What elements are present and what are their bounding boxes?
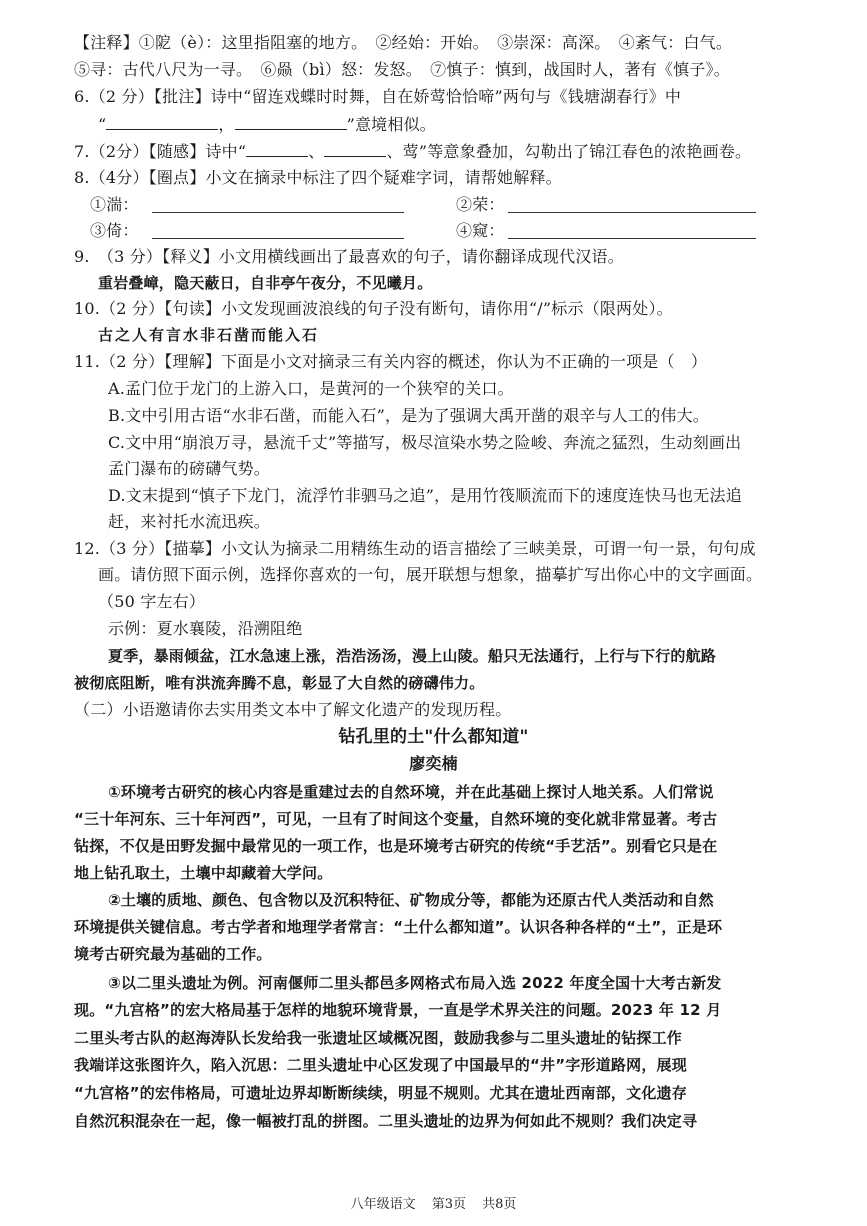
article-p3-line-2: 现。“九宫格”的宏大格局基于怎样的地貌环境背景，一直是学术界关注的问题。2023 年 12 月 xyxy=(74,1001,722,1019)
article-p1-line-1: ①环境考古研究的核心内容是重建过去的自然环境，并在此基础上探讨人地关系。人们常说 xyxy=(108,783,714,801)
q12-line-3: （50 字左右） xyxy=(98,592,206,611)
q7-line xyxy=(74,141,805,162)
q7-sep: 、 xyxy=(308,142,325,161)
q6-line-2 xyxy=(98,114,805,135)
article-p1-line-2: “三十年河东、三十年河西”，可见，一旦有了时间这个变量，自然环境的变化就非常显著。考古 xyxy=(74,810,718,828)
article-p3-line-1: ③以二里头遗址为例。河南偃师二里头都邑多网格式布局入选 2022 年度全国十大考古新发 xyxy=(108,974,722,992)
q12-line-1: 12.（3 分）【描摹】小文认为摘录二用精练生动的语言描绘了三峡美景，可谓一句一景，句句成 xyxy=(74,539,756,558)
q12-line-2: 画。请仿照下面示例，选择你喜欢的一句，展开联想与想象，描摹扩写出你心中的文字画面。 xyxy=(98,565,763,584)
q6-answer-blank-1[interactable] xyxy=(106,114,218,130)
q9-sentence: 重岩叠嶂，隐天蔽日，自非亭午夜分，不见曦月。 xyxy=(98,274,433,292)
q8-answer-line-2[interactable] xyxy=(508,212,756,213)
q12-example-label: 示例：夏水襄陵，沿溯阻绝 xyxy=(108,619,303,638)
notes-line-1: 【注释】①阸（è）：这里指阻塞的地方。 ②经始：开始。 ③崇深：高深。 ④紊气：白气。 xyxy=(74,33,733,52)
article-p2-line-1: ②土壤的质地、颜色、包含物以及沉积特征、矿物成分等，都能为还原古代人类活动和自然 xyxy=(108,891,714,909)
q10-line-1: 10.（2 分）【句读】小文发现画波浪线的句子没有断句，请你用“/”标示（限两处）。 xyxy=(74,299,673,318)
q8-item-4: ④窥： xyxy=(456,221,505,240)
q11-option-d-line-2: 赶，来衬托水流迅疾。 xyxy=(108,512,271,531)
article-p3-line-4: 我端详这张图许久，陷入沉思：二里头遗址中心区发现了中国最早的“井”字形道路网，展现 xyxy=(74,1056,687,1074)
q6-line-1: 6.（2 分）【批注】诗中“留连戏蝶时时舞，自在娇莺恰恰啼”两句与《钱塘湖春行》中 xyxy=(74,87,682,106)
footer-grade-subject: 八年级语文 xyxy=(350,1197,416,1212)
q8-item-2: ②荣： xyxy=(456,195,505,214)
q8-item-3: ③倚： xyxy=(90,221,139,240)
q11-option-b: B.文中引用古语“水非石凿，而能入石”，是为了强调大禹开凿的艰辛与人工的伟大。 xyxy=(108,406,710,425)
article-title: 钻孔里的土"什么都知道" xyxy=(338,727,529,747)
q12-example-line-1: 夏季，暴雨倾盆，江水急速上涨，浩浩汤汤，漫上山陵。船只无法通行，上行与下行的航路 xyxy=(108,647,717,665)
article-p1-line-3: 钻探，不仅是田野发掘中最常见的一项工作，也是环境考古研究的传统“手艺活”。别看它只是在 xyxy=(74,837,718,855)
q8-answer-line-3[interactable] xyxy=(152,238,404,239)
q6-tail: ”意境相似。 xyxy=(346,115,436,134)
q6-open-quote: “ xyxy=(98,115,107,134)
q7-tail: 、莺”等意象叠加，勾勒出了锦江春色的浓艳画卷。 xyxy=(386,142,752,161)
q8-item-1: ①湍： xyxy=(90,195,139,214)
article-p2-line-2: 环境提供关键信息。考古学者和地理学者常言：“土什么都知道”。认识各种各样的“土”，正是环 xyxy=(74,918,723,936)
q6-answer-blank-2[interactable] xyxy=(235,114,347,130)
q12-example-line-2: 被彻底阻断，唯有洪流奔腾不息，彰显了大自然的磅礴伟力。 xyxy=(74,674,485,692)
page-footer xyxy=(0,1193,867,1212)
article-p3-line-3: 二里头考古队的赵海涛队长发给我一张遗址区域概况图，鼓励我参与二里头遗址的钻探工作 xyxy=(74,1029,683,1047)
article-author: 廖奕楠 xyxy=(409,754,458,773)
q11-option-c-line-1: C.文中用“崩浪万寻，悬流千丈”等描写，极尽渲染水势之险峻、奔流之猛烈，生动刻画出 xyxy=(108,433,742,452)
q6-comma: ， xyxy=(218,115,235,134)
article-p2-line-3: 境考古研究最为基础的工作。 xyxy=(74,945,272,963)
article-p1-line-4: 地上钻孔取土，土壤中却藏着大学问。 xyxy=(74,864,333,882)
section-2-intro: （二）小语邀请你去实用类文本中了解文化遗产的发现历程。 xyxy=(74,700,512,719)
article-p3-line-5: “九宫格”的宏伟格局，可遗址边界却断断续续，明显不规则。尤其在遗址西南部，文化遗存 xyxy=(74,1084,687,1102)
q9-line-1: 9. （3 分）【释义】小文用横线画出了最喜欢的句子，请你翻译成现代汉语。 xyxy=(74,247,624,266)
footer-page-number: 第3页 xyxy=(431,1197,466,1212)
q11-option-d-line-1: D.文末提到“慎子下龙门，流浮竹非驷马之追”，是用竹筏顺流而下的速度连快马也无法追 xyxy=(108,486,742,505)
q7-answer-blank-1[interactable] xyxy=(246,141,308,157)
q11-option-a: A.孟门位于龙门的上游入口，是黄河的一个狭窄的关口。 xyxy=(108,379,514,398)
q8-line-1: 8.（4分）【圈点】小文在摘录中标注了四个疑难字词，请帮她解释。 xyxy=(74,168,562,187)
notes-line-2: ⑤寻：古代八尺为一寻。 ⑥赑（bì）怒：发怒。 ⑦慎子：慎到，战国时人，著有《慎子》。 xyxy=(74,60,730,79)
q8-answer-line-1[interactable] xyxy=(152,212,404,213)
q11-line-1: 11.（2 分）【理解】下面是小文对摘录三有关内容的概述，你认为不正确的一项是（ ） xyxy=(74,352,708,371)
footer-total-pages: 共8页 xyxy=(482,1197,517,1212)
q8-answer-line-4[interactable] xyxy=(508,238,756,239)
q7-prefix: 7.（2分）【随感】诗中“ xyxy=(74,142,247,161)
q10-sentence: 古之人有言水非石凿而能入石 xyxy=(98,326,320,344)
q7-answer-blank-2[interactable] xyxy=(324,141,386,157)
q11-option-c-line-2: 孟门瀑布的磅礴气势。 xyxy=(108,459,271,478)
article-p3-line-6: 自然沉积混杂在一起，像一幅被打乱的拼图。二里头遗址的边界为何如此不规则？我们决定寻 xyxy=(74,1112,698,1130)
